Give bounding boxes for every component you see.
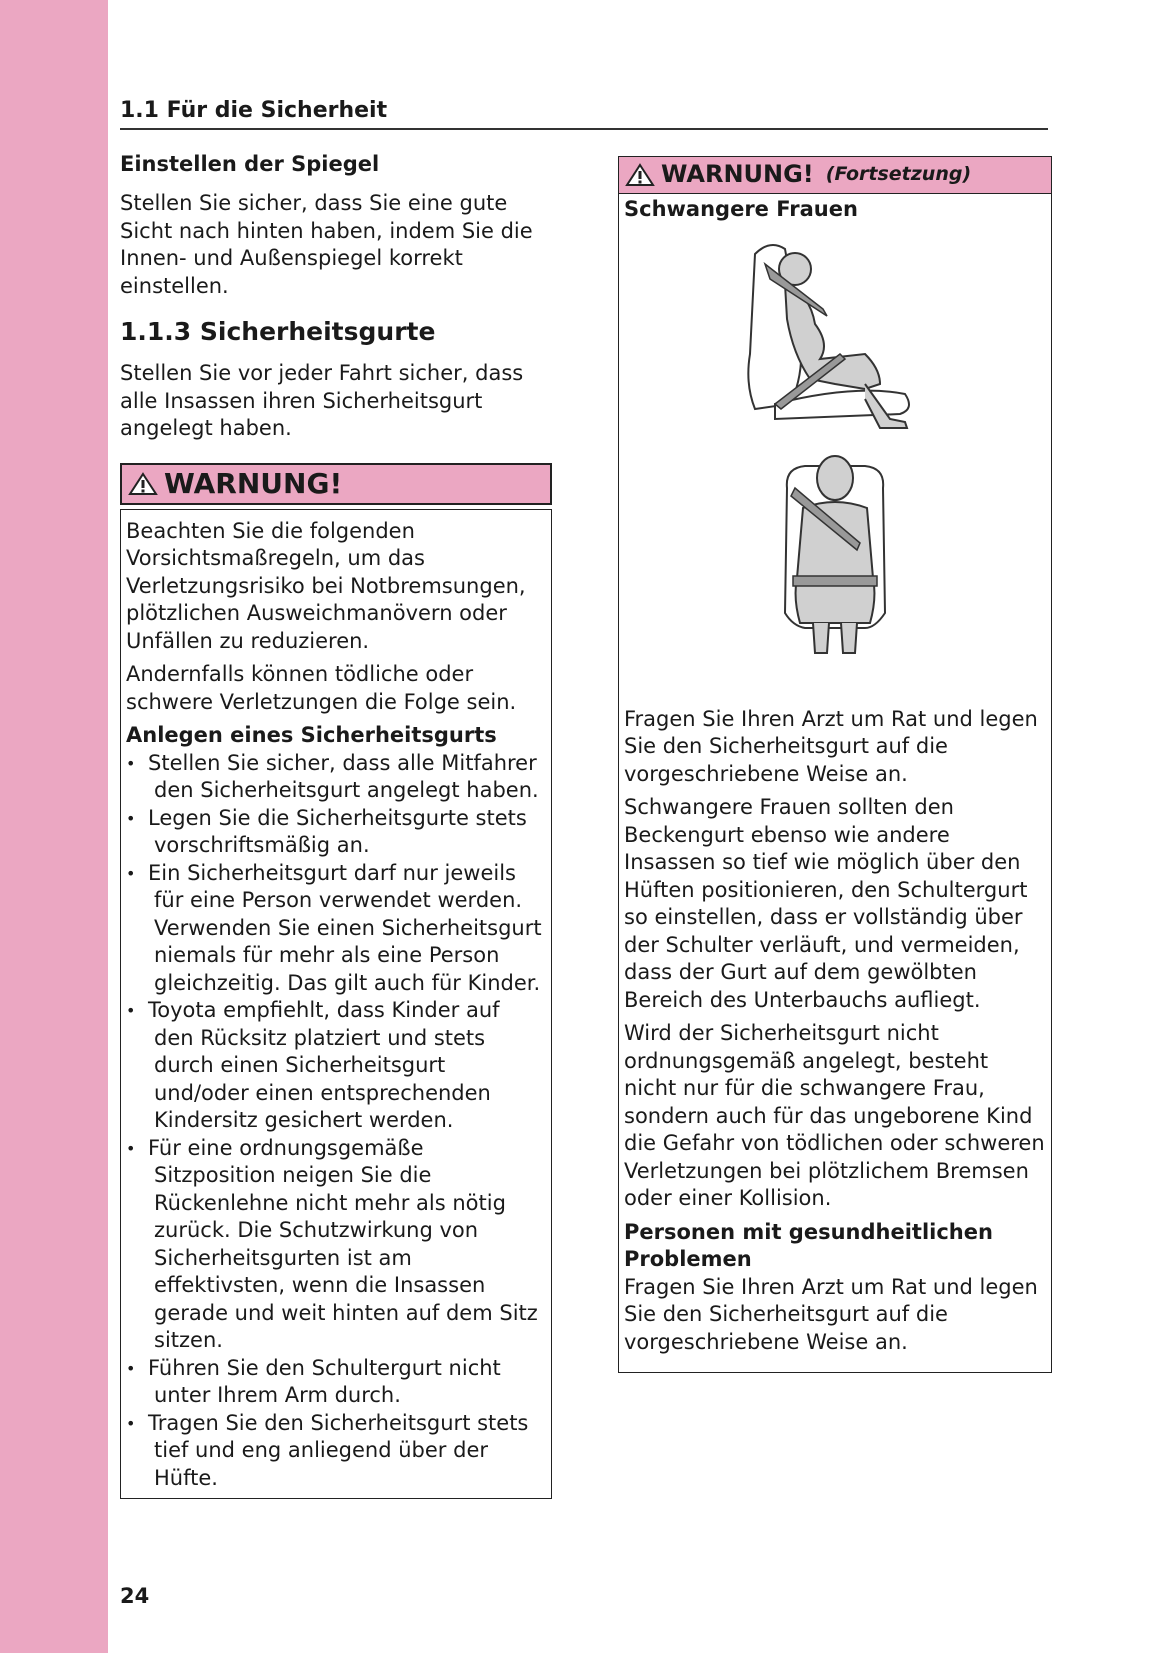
page-number: 24: [120, 1584, 150, 1608]
section-header: 1.1 Für die Sicherheit: [120, 96, 1048, 130]
warning-title: WARNUNG!: [164, 466, 343, 500]
page-margin-band: [0, 0, 108, 1653]
list-item: • Für eine ordnungsgemäße Sitzposition neigen Sie die Rückenlehne nicht mehr als nötig zurück. Die Schutzwirkung von Sicherheitsgurten ist am effektivsten, wenn die Insassen gerade und weit hinten auf dem Sitz sitzen.: [126, 1135, 545, 1355]
mirror-text: Stellen Sie sicher, dass Sie eine gute Sicht nach hinten haben, indem Sie die Innen- und Außenspiegel korrekt einstellen.: [120, 191, 533, 298]
belts-heading: 1.1.3 Sicherheitsgurte: [120, 317, 436, 346]
pregnant-belt-position: Schwangere Frauen sollten den Beckengurt ebenso wie andere Insassen so tief wie möglich über den Hüften positionieren, den Schultergurt so einstellen, dass er vollständig über der Schulter verläuft, und vermeiden, dass der Gurt auf dem gewölbten Bereich des Unterbauchs aufliegt.: [624, 795, 1028, 1012]
list-item: • Legen Sie die Sicherheitsgurte stets vorschriftsmäßig an.: [126, 805, 545, 860]
warning-header: [120, 463, 552, 505]
pregnant-risk: Wird der Sicherheitsgurt nicht ordnungsgemäß angelegt, besteht nicht nur für die schwangere Frau, sondern auch für das ungeborene Kind die Gefahr von tödlichen oder schweren Verletzungen bei plötzlichem Bremsen oder einer Kollision.: [624, 1021, 1045, 1210]
mirror-heading: Einstellen der Spiegel: [120, 152, 380, 176]
warning-continuation-label: (Fortsetzung): [825, 163, 972, 186]
warning-bullet-list: [126, 750, 545, 1493]
warning-intro: Beachten Sie die folgenden Vorsichtsmaßregeln, um das Verletzungsrisiko bei Notbremsungen, plötzlichen Ausweichmanövern oder Unfällen zu reduzieren.: [126, 518, 526, 653]
warning-triangle-icon: [128, 472, 158, 496]
pregnant-advice: Fragen Sie Ihren Arzt um Rat und legen Sie den Sicherheitsgurt auf die vorgeschriebene Weise an.: [624, 706, 1038, 786]
warning-triangle-icon: [625, 163, 655, 187]
pregnant-heading: Schwangere Frauen: [624, 197, 858, 221]
warning-title: WARNUNG!: [661, 160, 814, 189]
figure-pregnant-front-view: [624, 448, 1045, 658]
health-heading: Personen mit gesundheitlichen Problemen: [624, 1219, 993, 1271]
warning-box: [120, 509, 552, 1500]
health-advice: Fragen Sie Ihren Arzt um Rat und legen Sie den Sicherheitsgurt auf die vorgeschriebene Weise an.: [624, 1274, 1038, 1354]
left-column: [120, 150, 552, 1499]
warning-continuation-header: [619, 157, 1051, 194]
list-item: • Ein Sicherheitsgurt darf nur jeweils für eine Person verwendet werden. Verwenden Sie einen Sicherheitsgurt niemals für mehr als eine Person gleichzeitig. Das gilt auch für Kinder.: [126, 860, 545, 998]
warning-consequence: Andernfalls können tödliche oder schwere Verletzungen die Folge sein.: [126, 662, 517, 714]
list-item: • Führen Sie den Schultergurt nicht unter Ihrem Arm durch.: [126, 1355, 545, 1410]
belts-text: Stellen Sie vor jeder Fahrt sicher, dass alle Insassen ihren Sicherheitsgurt angelegt haben.: [120, 361, 524, 440]
list-item: • Tragen Sie den Sicherheitsgurt stets tief und eng anliegend über der Hüfte.: [126, 1410, 545, 1493]
warning-subheading: Anlegen eines Sicherheitsgurts: [126, 723, 497, 747]
warning-continuation-box: [618, 156, 1052, 1373]
list-item: • Stellen Sie sicher, dass alle Mitfahrer den Sicherheitsgurt angelegt haben.: [126, 750, 545, 805]
list-item: • Toyota empfiehlt, dass Kinder auf den Rücksitz platziert und stets durch einen Sicherheitsgurt und/oder einen entsprechenden Kindersitz gesichert werden.: [126, 997, 545, 1135]
figure-pregnant-side-view: [624, 234, 1045, 434]
